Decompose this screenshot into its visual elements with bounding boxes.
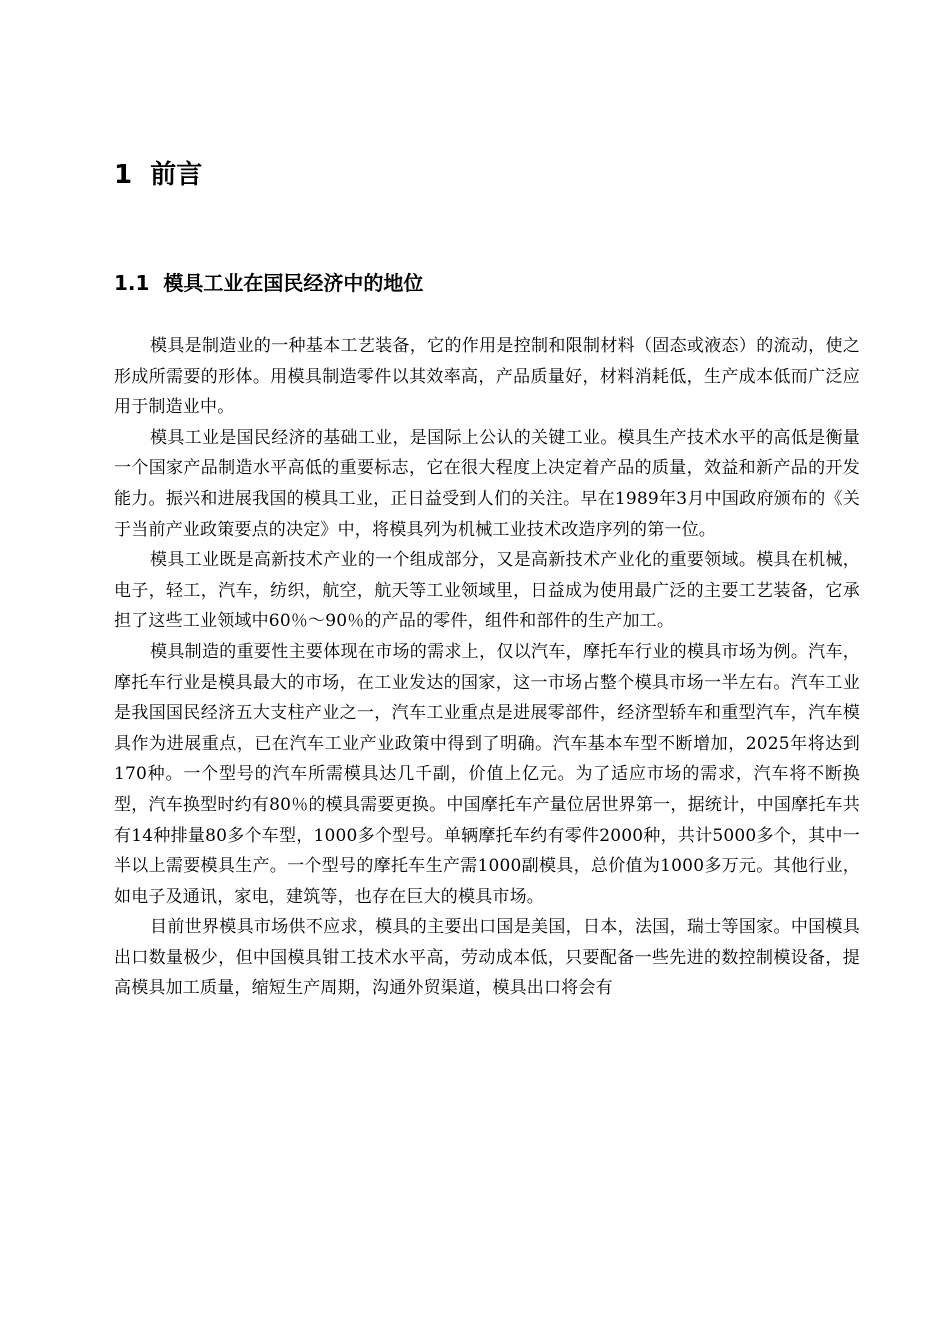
paragraph: 模具工业既是高新技术产业的一个组成部分，又是高新技术产业化的重要领域。模具在机械，电子，轻工，汽车，纺织，航空，航天等工业领域里，日益成为使用最广泛的主要工艺装备，它承担了这些工业领域中60％～90％的产品的零件，组件和部件的生产加工。 (114, 550, 860, 632)
chapter-heading (114, 158, 202, 192)
section-number: 1.1 (114, 271, 150, 295)
paragraph: 模具制造的重要性主要体现在市场的需求上，仅以汽车，摩托车行业的模具市场为例。汽车，摩托车行业是模具最大的市场，在工业发达的国家，这一市场占整个模具市场一半左右。汽车工业是我国国民经济五大支柱产业之一，汽车工业重点是进展零部件，经济型轿车和重型汽车，汽车模具作为进展重点，已在汽车工业产业政策中得到了明确。汽车基本车型不断增加，2025年将达到170种。一个型号的汽车所需模具达几千副，价值上亿元。为了适应市场的需求，汽车将不断换型，汽车换型时约有80％的模具需要更换。中国摩托车产量位居世界第一，据统计，中国摩托车共有14种排量80多个车型，1000多个型号。单辆摩托车约有零件2000种，共计5000多个，其中一半以上需要模具生产。一个型号的摩托车生产需1000副模具，总价值为1000多万元。其他行业，如电子及通讯，家电，建筑等，也存在巨大的模具市场。 (114, 641, 860, 907)
paragraph: 模具是制造业的一种基本工艺装备，它的作用是控制和限制材料（固态或液态）的流动，使之形成所需要的形体。用模具制造零件以其效率高，产品质量好，材料消耗低，生产成本低而广泛应用于制造业中。 (114, 336, 860, 418)
section-heading (114, 268, 423, 298)
section-title: 模具工业在国民经济中的地位 (163, 271, 424, 295)
paragraph: 目前世界模具市场供不应求，模具的主要出口国是美国，日本，法国，瑞士等国家。中国模具出口数量极少，但中国模具钳工技术水平高，劳动成本低，只要配备一些先进的数控制模设备，提高模具加工质量，缩短生产周期，沟通外贸渠道，模具出口将会有 (114, 917, 860, 999)
chapter-title: 前言 (150, 160, 203, 190)
chapter-number: 1 (114, 160, 133, 190)
paragraph: 模具工业是国民经济的基础工业，是国际上公认的关键工业。模具生产技术水平的高低是衡量一个国家产品制造水平高低的重要标志，它在很大程度上决定着产品的质量，效益和新产品的开发能力。振兴和进展我国的模具工业，正日益受到人们的关注。早在1989年3月中国政府颁布的《关于当前产业政策要点的决定》中，将模具列为机械工业技术改造序列的第一位。 (114, 427, 860, 540)
body-text (114, 331, 860, 1004)
